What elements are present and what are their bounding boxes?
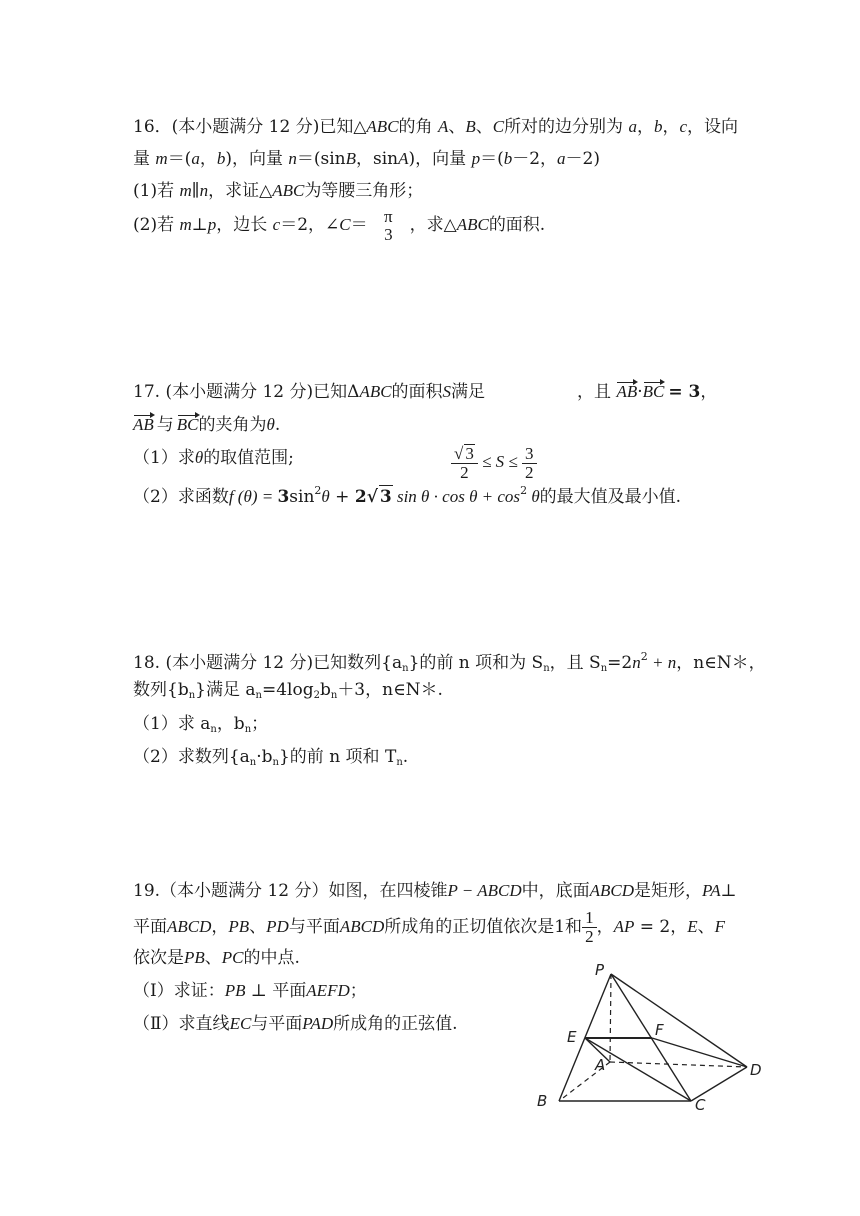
q16-text: ∥ xyxy=(191,181,200,201)
q16-var: ABC xyxy=(456,215,489,234)
q18-text: }满足 a xyxy=(195,680,256,700)
pi-over-3-fraction xyxy=(381,208,396,244)
q17-line-3 xyxy=(133,447,294,469)
q19-text: 与平面 xyxy=(251,1014,303,1034)
q16-text: ＝ xyxy=(350,215,368,235)
q17-text: Δ xyxy=(347,382,360,402)
q16-text: 、 xyxy=(448,117,466,137)
q16-var: n xyxy=(288,149,297,168)
q16-heading: 16．(本小题满分 12 分)已知△ xyxy=(133,117,367,137)
q19-var: P − ABCD xyxy=(447,881,522,900)
q17-line-2 xyxy=(133,414,280,436)
q17-expression: sin θ · cos θ + cos xyxy=(392,487,521,506)
q19-var: AEFD xyxy=(306,981,350,1000)
q19-text: 、 xyxy=(204,948,222,968)
q17-var: ABC xyxy=(359,382,392,401)
q17-text: . xyxy=(274,415,281,435)
q16-text: ，sin xyxy=(356,149,399,169)
pyramid-figure xyxy=(525,960,775,1115)
q18-text: =4log xyxy=(261,680,314,700)
q16-text: －2， xyxy=(512,149,558,169)
q19-line-2 xyxy=(133,907,725,947)
q16-text: ＝( xyxy=(167,149,192,169)
q16-var: b xyxy=(503,149,513,168)
q16-var: C xyxy=(339,215,351,234)
q19-var: PC xyxy=(221,948,244,967)
q17-var: θ xyxy=(266,415,275,434)
label-C: C xyxy=(695,1096,706,1114)
label-B: B xyxy=(537,1092,548,1110)
q18-text: }的前 n 项和为 S xyxy=(408,653,544,673)
q16-text: 量 xyxy=(133,149,156,169)
subscript: n xyxy=(330,690,338,701)
q19-var: PB xyxy=(184,948,205,967)
q18-text: = xyxy=(607,653,622,673)
q16-var: m xyxy=(179,215,192,234)
q16-text: 的面积. xyxy=(488,215,546,235)
fraction-denominator: 2 xyxy=(585,927,594,946)
inequality-middle: ≤ S ≤ xyxy=(482,451,518,471)
label-P: P xyxy=(595,961,605,979)
q19-line-4 xyxy=(133,980,367,1002)
q17-exponent: 2 xyxy=(314,484,322,497)
fraction-denominator: 2 xyxy=(525,462,534,482)
q18-text: b xyxy=(319,680,331,700)
edge-PD xyxy=(611,974,747,1067)
q17-text: · xyxy=(637,382,643,402)
q19-var: ABCD xyxy=(589,881,635,900)
q19-text: = 2， xyxy=(634,917,688,937)
q16-text: ＝( xyxy=(480,149,504,169)
q16-var: B xyxy=(465,117,476,136)
q17-text: （1）求 xyxy=(133,448,195,468)
q17-text: 与 xyxy=(156,415,174,435)
q19-text: 所成角的正切值依次是1和 xyxy=(384,917,583,937)
sqrt-radicand: 3 xyxy=(379,487,392,507)
q16-var: a xyxy=(628,117,637,136)
q18-text: ，b xyxy=(216,714,245,734)
q16-var: p xyxy=(471,149,481,168)
subscript: 2 xyxy=(313,690,320,701)
q16-line-1 xyxy=(133,116,738,138)
q17-var: θ xyxy=(321,487,330,506)
area-inequality xyxy=(451,444,537,482)
vector-ab: AB xyxy=(616,382,638,401)
q16-text: ， xyxy=(662,117,680,137)
q19-text: 与平面 xyxy=(288,917,340,937)
q18-text: . xyxy=(402,747,409,767)
hidden-edge-PA xyxy=(610,974,611,1062)
q19-var: AP xyxy=(613,917,635,936)
q19-var: EC xyxy=(229,1014,252,1033)
q18-line-4 xyxy=(133,746,408,774)
q17-text: = 3 xyxy=(668,382,701,402)
q19-var: ABCD xyxy=(339,917,385,936)
q16-var: A xyxy=(437,117,449,136)
subscript: n xyxy=(402,663,409,674)
subscript: n xyxy=(249,757,257,768)
q16-text: 所对的边分别为 xyxy=(504,117,629,137)
q17-text: 的最大值及最小值. xyxy=(539,487,682,507)
q16-text: ， xyxy=(199,149,217,169)
subscript: n xyxy=(396,757,403,768)
q19-var: E xyxy=(687,917,698,936)
q18-text: ·b xyxy=(256,747,273,767)
q16-text: ，求证△ xyxy=(208,181,273,201)
q19-text: ； xyxy=(349,981,367,1001)
q19-var: PB xyxy=(224,981,246,1000)
q19-line-3 xyxy=(133,947,300,969)
q16-var: a xyxy=(191,149,200,168)
q18-exponent: 2 xyxy=(640,650,648,663)
q18-text: ； xyxy=(251,714,269,734)
q19-text: ⊥ 平面 xyxy=(245,981,307,1001)
vector-bc: BC xyxy=(176,415,199,434)
q17-text: （2）求函数 xyxy=(133,487,229,507)
subscript: n xyxy=(188,690,196,701)
q16-text: )，向量 xyxy=(225,149,289,169)
q16-line-2 xyxy=(133,148,600,170)
q19-text: 平面 xyxy=(133,917,167,937)
q19-text: ⊥ xyxy=(720,881,737,901)
q16-text: ，边长 xyxy=(216,215,273,235)
q16-text: ，设向 xyxy=(687,117,739,137)
q16-var: B xyxy=(345,149,357,168)
q16-text: ⊥ xyxy=(191,215,208,235)
subscript: n xyxy=(543,663,550,674)
q18-text: （2）求数列{a xyxy=(133,747,250,767)
q19-text: ， xyxy=(596,917,614,937)
q19-var: PAD xyxy=(302,1014,334,1033)
q19-text: 所成角的正弦值. xyxy=(333,1014,458,1034)
q17-var: θ xyxy=(527,487,540,506)
q18-line-1 xyxy=(133,646,766,680)
q17-var: θ xyxy=(194,448,204,467)
q18-text: 数列{b xyxy=(133,680,189,700)
q16-text: (1)若 xyxy=(133,181,180,201)
q19-heading: 19.（本小题满分 12 分）如图，在四棱锥 xyxy=(133,881,448,901)
q19-text: （Ⅰ）求证： xyxy=(133,981,225,1001)
q16-text: ＝2，∠ xyxy=(280,215,340,235)
q17-text: ，且 xyxy=(577,382,612,402)
q17-text: 的面积 xyxy=(391,382,443,402)
vector-bc: BC xyxy=(642,382,665,401)
sqrt-radicand: 3 xyxy=(465,444,474,463)
q19-text: 依次是 xyxy=(133,948,184,968)
q19-var: PB xyxy=(228,917,250,936)
q16-var: m xyxy=(155,149,168,168)
q16-var: b xyxy=(653,117,663,136)
q16-var: m xyxy=(179,181,192,200)
q16-text: )，向量 xyxy=(408,149,472,169)
q16-var: c xyxy=(679,117,688,136)
three-over-2-fraction xyxy=(522,445,537,482)
q16-var: b xyxy=(216,149,226,168)
q18-text: ，且 S xyxy=(549,653,601,673)
q16-text: －2) xyxy=(565,149,600,169)
q18-text: （1）求 a xyxy=(133,714,211,734)
q19-text: ， xyxy=(211,917,229,937)
q19-line-5 xyxy=(133,1013,458,1035)
q16-var: ABC xyxy=(366,117,399,136)
q17-text: 的取值范围; xyxy=(203,448,294,468)
q17-line-1 xyxy=(133,381,717,403)
q16-text: 为等腰三角形； xyxy=(304,181,424,201)
q16-text: 的角 xyxy=(398,117,438,137)
vector-ab: AB xyxy=(133,415,154,434)
q19-var: F xyxy=(714,917,725,936)
fraction-denominator: 2 xyxy=(460,463,469,482)
q18-var: n xyxy=(632,653,641,672)
subscript: n xyxy=(255,690,262,701)
q17-exponent: 2 xyxy=(520,484,528,497)
q18-text: ＋3，n∈N＊. xyxy=(337,680,443,700)
q19-var: PA xyxy=(702,881,721,900)
label-F: F xyxy=(655,1021,664,1039)
q16-var: C xyxy=(492,117,505,136)
q17-var: S xyxy=(442,382,452,401)
q18-expression: + n xyxy=(647,653,677,672)
fraction-numerator: √ 3 xyxy=(451,444,478,464)
q16-text: 、 xyxy=(475,117,493,137)
q18-line-2 xyxy=(133,679,443,707)
subscript: n xyxy=(272,757,279,768)
q16-text: ＝(sin xyxy=(296,149,346,169)
q16-var: a xyxy=(557,149,566,168)
label-D: D xyxy=(750,1061,762,1079)
q17-text: 满足 xyxy=(451,382,486,402)
q19-var: ABCD xyxy=(167,917,212,936)
q16-var: ABC xyxy=(272,181,305,200)
q16-text: ，求△ xyxy=(409,215,457,235)
q17-text: ， xyxy=(700,382,718,402)
sqrt3-over-2-fraction xyxy=(451,444,478,482)
q16-var: n xyxy=(199,181,209,200)
q19-text: （Ⅱ）求直线 xyxy=(133,1014,230,1034)
q19-text: 、 xyxy=(697,917,715,937)
q19-line-1 xyxy=(133,880,737,902)
q16-var: p xyxy=(207,215,217,234)
q18-line-3 xyxy=(133,713,268,741)
q19-text: 、 xyxy=(249,917,267,937)
q17-text: + xyxy=(329,487,355,507)
q19-text: 的中点. xyxy=(243,948,300,968)
q16-line-3 xyxy=(133,180,423,202)
fraction-numerator: π xyxy=(384,206,393,226)
one-half-fraction xyxy=(582,909,597,946)
subscript: n xyxy=(210,724,217,735)
function-lhs: f (θ) = xyxy=(228,487,278,506)
q16-var: A xyxy=(398,149,409,168)
label-A: A xyxy=(595,1056,606,1074)
q17-coef: 3 xyxy=(277,487,290,507)
q16-line-4 xyxy=(133,205,545,245)
q17-coef: 2 xyxy=(354,487,367,507)
subscript: n xyxy=(600,663,608,674)
q18-text: ，n∈N＊， xyxy=(676,653,766,673)
label-E: E xyxy=(567,1028,577,1046)
q19-text: 是矩形， xyxy=(634,881,703,901)
fraction-numerator: 3 xyxy=(522,445,537,464)
q16-text: (2)若 xyxy=(133,215,180,235)
q18-text: 2 xyxy=(621,653,633,673)
q18-text: }的前 n 项和 T xyxy=(278,747,397,767)
q19-text: 中，底面 xyxy=(521,881,590,901)
q18-heading: 18. (本小题满分 12 分)已知数列{a xyxy=(133,653,403,673)
q17-text: sin xyxy=(289,487,315,507)
fraction-numerator: 1 xyxy=(582,909,597,928)
q17-heading: 17. (本小题满分 12 分)已知 xyxy=(133,382,348,402)
q19-var: PD xyxy=(266,917,289,936)
q16-text: ， xyxy=(636,117,654,137)
fraction-denominator: 3 xyxy=(384,224,393,244)
subscript: n xyxy=(244,724,252,735)
q16-var: c xyxy=(272,215,281,234)
q17-line-4: （2）求函数f $(\theta) = 3\sin^2\theta + 2√$ 3 $\sin \theta \cdot \cos \theta + \cos^2 \theta$的最大值及最小值. xyxy=(133,484,682,507)
q17-text: 的夹角为 xyxy=(198,415,267,435)
